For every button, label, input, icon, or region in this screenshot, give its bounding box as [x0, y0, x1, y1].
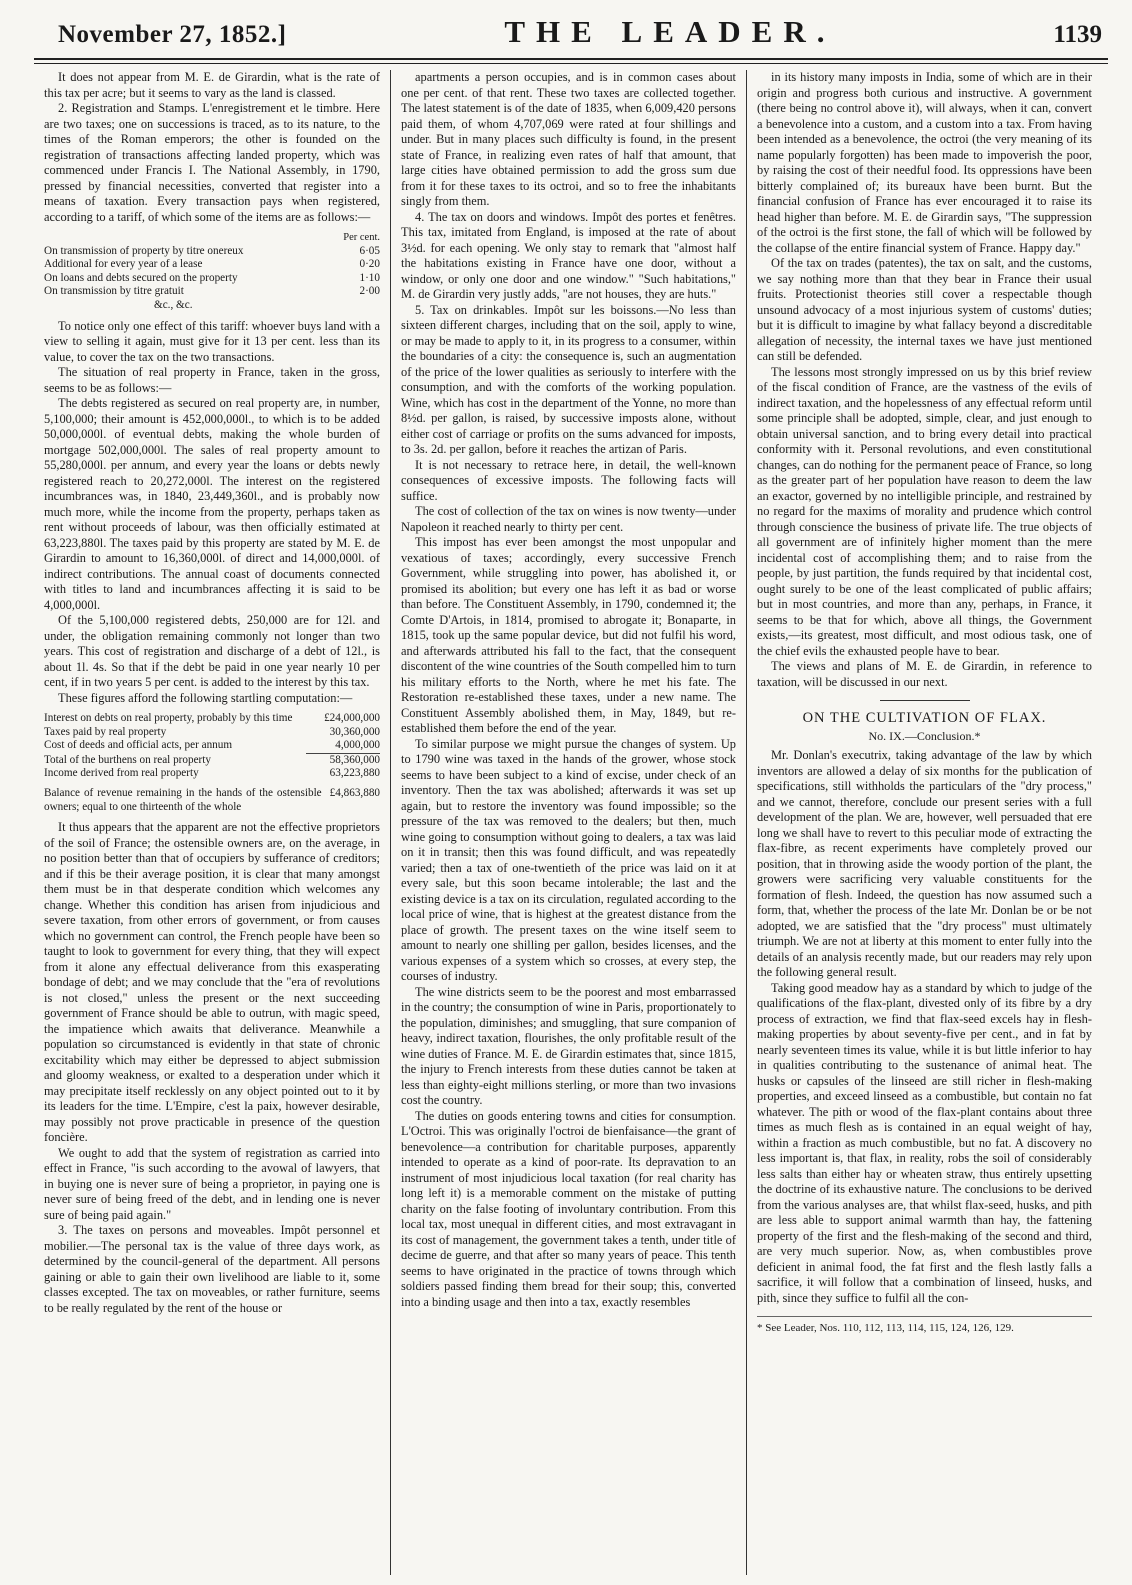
tariff-value: 2·00: [359, 285, 380, 298]
paragraph: Taking good meadow hay as a standard by which to judge of the qualifications of the flax-plant, divested only of its fibre by a dry process of extraction, we find that flax-seed excels hay in flesh-making properties by about seventy-five per cent., and in fat by nearly seventeen times its value, while it is but little inferior to hay in qualities contributing to the sustenance of animal heat. The husks or capsules of the linseed are still richer in flesh-making properties, and exceed linseed as a combustible, but contain no fat whatever. The pith or wood of the flax-plant contains about three times as much flesh as is contained in an equal weight of hay, within a fraction as much combustible, but no fat. A discovery no less important is, that flax, in reality, robs the soil of considerably less salts than either hay or wheaten straw, thus entirely upsetting the doctrine of its exhaustive nature. The conclusions to be derived from the various analyses are, that whilst flax-seed, husks, and pith are less able to support animal warmth than hay, the fattening property of the first and the flesh-making of the second and third, are very much superior. Now, as, when combustibles prove deficient in animal food, the fat first and the flesh lastly falls a sacrifice, it will follow that a combination of linseed, husks, and pith, since they suffice to fulfil all the con-: [757, 980, 1092, 1305]
paragraph: The wine districts seem to be the poorest and most embarrassed in the country; the consumption of wine in Paris, proportionately to the population, diminishes; and smuggling, that sure companion of heavy, indirect taxation, flourishes, the only profitable result of the wine duties of France. M. E. de Girardin estimates that, since 1815, the injury to French interests from these duties cannot be taken at less than eighty-eight millions sterling, or more than two invasions cost the country.: [401, 984, 736, 1107]
paragraph: These figures afford the following startling computation:—: [58, 690, 353, 705]
paragraph: We ought to add that the system of registration as carried into effect in France, "is such according to the avowal of lawyers, that in buying one is never sure of being a proprietor, in paying one is never sure of being freed of the debt, and in lending one is never sure of being paid again.": [44, 1145, 380, 1222]
computation-row: [44, 712, 380, 726]
paragraph: It does not appear from M. E. de Girardin, what is the rate of this tax per acre; but it seems to vary as the land is classed.: [44, 70, 380, 100]
page-number: 1139: [1053, 21, 1102, 48]
article-columns: [34, 70, 1108, 1575]
masthead: [34, 14, 1108, 60]
paragraph: apartments a person occupies, and is in common cases about one per cent. of that rent. These two taxes are collected together. The latest statement is of the date of 1835, when 6,009,420 persons paid them, of whom 4,707,069 were rated at four shillings and under. But in many places such difficulty is found, in the present state of France, in realizing even rates of half that amount, that large cities have obtained permission to add the gross sum due from it for these taxes to its octroi, and so to free the inhabitants singly from them.: [401, 70, 736, 208]
column-2: [390, 70, 746, 1575]
tariff-heading: Per cent.: [343, 232, 380, 243]
paragraph: Mr. Donlan's executrix, taking advantage of the law by which inventors are allowed a delay of six months for the publication of specifications, still withholds the particulars of the "dry process," and we cannot, therefore, conclude our present series with a full development of the plan. We are, however, well persuaded that ere long we shall have to revert to this peculiar mode of extracting the flax-fibre, as recent experiments have completely proved our position, that in throwing aside the woody portion of the plant, the growers were sacrificing very valuable constituents for the formation of flesh. Indeed, the question has now assumed such a form, that, whether the process of the late Mr. Donlan be or be not adopted, we are satisfied that the "dry process" must ultimately triumph. We are not at liberty at this moment to enter fully into the details of an analysis recently made, but our readers may rely upon the following general result.: [757, 748, 1092, 979]
computation-table: [44, 712, 380, 814]
tariff-value: 1·10: [359, 271, 380, 284]
computation-total-row: [44, 767, 380, 781]
tariff-row: [44, 258, 380, 272]
computation-label: Interest on debts on real property, probably by this time: [44, 712, 293, 725]
computation-label: Taxes paid by real property: [44, 725, 167, 738]
section-title: ON THE CULTIVATION OF FLAX.: [802, 710, 1047, 726]
computation-value: 4,000,000: [335, 739, 380, 752]
paragraph: 2. Registration and Stamps. L'enregistrement et le timbre. Here are two taxes; one on successions is traced, as to its nature, to the times of the Roman emperors; the other is founded on the registration of transactions affecting landed property, which was commenced under Francis I. The National Assembly, in 1790, pressed by financial necessities, converted that register into a means of taxation. Every transaction pays when registered, according to a tariff, of which some of the items are as follows:—: [44, 101, 380, 224]
footnote: * See Leader, Nos. 110, 112, 113, 114, 115, 124, 126, 129.: [757, 1316, 1092, 1337]
tariff-label: On transmission by titre gratuit: [44, 285, 184, 298]
paragraph: 5. Tax on drinkables. Impôt sur les boissons.—No less than sixteen different charges, including that on the soil, apply to wine, or may be made to apply to it, in its progress to a consumer, within the boundaries of a city: the consequence is, such an augmentation of the price of the lower qualities as seriously to interfere with the consumption, and with the comforts of the working population. Wine, which has cost in the department of the Yonne, no more than 8½d. per gallon, is raised, by successive imposts alone, without either cost of carriage or profits on the sums advanced for imposts, to 3s. 2d. per gallon, before it reaches the artizan of Paris.: [401, 302, 736, 456]
computation-value: 58,360,000: [329, 753, 380, 766]
paragraph: It thus appears that the apparent are not the effective proprietors of the soil of France; the ostensible owners are, on the average, in no position better than that of occupiers by sufferance of creditors; and if this be their average position, it is clear that many amongst them must be in that desperate condition which welcomes any change. Whether this condition has arisen from injudicious and severe taxation, from other errors of government, or from causes which no government can control, the French people have been so taught to look to government for every thing, that they will expect from it alone any effectual deliverance from this exasperating bondage of debt; and we may conclude that the "era of revolutions is not closed," unless the present or the next succeeding government of France should be able to outrun, with magic speed, the impatience which awaits that deliverance. Meanwhile a population so circumstanced is evidently in that state of chronic excitability which may either be depressed to abject submission and gloomy weakness, or exalted to a desperation under which it may precipitate itself recklessly on any object pointed out to it by its leaders for the time. L'Empire, c'est la paix, however desirable, may possibly not prove practicable in presence of the question foncière.: [44, 820, 380, 1145]
issue-date: November 27, 1852.]: [58, 21, 287, 48]
tariff-table: [44, 231, 380, 313]
computation-label: Income derived from real property: [44, 767, 199, 780]
paragraph: in its history many imposts in India, some of which are in their origin and progress both curious and instructive. A government (there being no control above it), will always, when it can, convert a benevolence into a custom, and a custom into a tax. From having been intended as a benevolence, the octroi (the very meaning of its name popularly forgotten) has been made to impoverish the poor, by raising the cost of their needful food. Its oppressions have been bitterly complained of; its bureaux have been burnt. But the financial confusion of France has ever encouraged it to raise its head higher than before. M. E. de Girardin says, "The suppression of the octroi is the first stone, the fall of which will be followed by the collapse of the entire financial system of France. Happy day.": [757, 70, 1092, 255]
paragraph: The situation of real property in France, taken in the gross, seems to be as follows:—: [44, 365, 380, 395]
paragraph: The lessons most strongly impressed on us by this brief review of the fiscal condition of France, are the vastness of the evils of indirect taxation, and the hopelessness of any effectual reform until some principle shall be adopted, simple, clear, and just enough to obtain universal sanction, and to bring every detail into practical conformity with it. Personal revolutions, and even constitutional changes, can do nothing for the permanent peace of France, so long as the greater part of her population have reason to deem the law an exactor, governed by no intelligible principle, and restrained by no regard for the maxims of morality and prudence which control through conscience the business of private life. The true objects of all government are of infinitely higher moment than the mere incidental cost of accomplishing them; and to raise from the people, by just partition, the funds required by that incidental cost, ought surely to be one of the least complicated of public affairs; but in most countries, and more than any, perhaps, in France, it seems to be that for which, above all things, the Government exists,—its greatest, most difficult, and most odious task, one of the chief evils the exhausted people have to bear.: [757, 364, 1092, 658]
publication-title: THE LEADER.: [504, 14, 836, 49]
computation-balance-row: [44, 787, 380, 814]
paragraph: 3. The taxes on persons and moveables. Impôt personnel et mobilier.—The personal tax is the value of three days work, as determined by the council-general of the department. All persons gaining or able to gain their own livelihood are liable to it, some classes excepted. The tax on moveables, or rather furniture, seems to be really regulated by the rent of the house or: [44, 1223, 380, 1315]
tariff-row: [44, 285, 380, 299]
paragraph: It is not necessary to retrace here, in detail, the well-known consequences of excessive imposts. The following facts will suffice.: [401, 457, 736, 503]
computation-total-row: [44, 754, 380, 768]
section-divider: [880, 700, 970, 701]
computation-value: 30,360,000: [329, 725, 380, 738]
paragraph: The cost of collection of the tax on wines is now twenty—under Napoleon it reached nearly to thirty per cent.: [401, 504, 736, 534]
paragraph: This impost has ever been amongst the most unpopular and vexatious of taxes; accordingly, every successive French Government, while struggling into power, has abolished it, or promised its abolition; but every one has left it as bad or worse than before. The Constituent Assembly, in 1790, condemned it; the Comte D'Artois, in 1814, promised to abrogate it; Bonaparte, in 1815, took up the same popular device, but did not fulfil his word, and afterwards attributed his fall to the fact, that the consequent discontent of the wine countries of the South compelled him to turn his military efforts to the North, where he met his fate. The Restoration re-established these taxes, under a new name. The Constituent Assembly abolished them, in May, 1849, but re-established them before the end of the year.: [401, 535, 736, 735]
tariff-label: On loans and debts secured on the property: [44, 271, 238, 284]
tariff-value: 6·05: [359, 244, 380, 257]
paragraph: To notice only one effect of this tariff: whoever buys land with a view to selling it again, must give for it 13 per cent. less than its value, to cover the tax on the two transactions.: [44, 318, 380, 364]
column-1: [34, 70, 390, 1575]
computation-value: £4,863,880: [329, 787, 380, 800]
paragraph: The debts registered as secured on real property are, in number, 5,100,000; their amount is 452,000,000l., to which is to be added 50,000,000l. of eventual debts, making the whole burden of mortgage 502,000,000l. The sales of real property amount to 55,280,000l. per annum, and every year the loans or debts newly registered reach to 20,272,000l. The interest on the registered incumbrances was, in 1840, 23,449,360l., and is probably now much more, while the income from the property, perhaps taken as rent without proceeds of labour, was then officially estimated at 63,223,880l. The taxes paid by this property are stated by M. E. de Girardin to amount to 16,360,000l. of direct and 14,000,000l. of indirect contributions. The annual coast of documents connected with titles to land and incumbrances affecting it is said to be 4,000,000l.: [44, 396, 380, 612]
tariff-row: [44, 272, 380, 286]
computation-label: Total of the burthens on real property: [44, 753, 211, 766]
tariff-label: Additional for every year of a lease: [44, 258, 203, 271]
tariff-label: On transmission of property by titre onereux: [44, 244, 244, 257]
paragraph: The views and plans of M. E. de Girardin, in reference to taxation, will be discussed in our next.: [757, 659, 1092, 689]
section-subtitle: No. IX.—Conclusion.*: [868, 728, 981, 743]
paragraph: To similar purpose we might pursue the changes of system. Up to 1790 wine was taxed in the hands of the grower, whose stock seems to have been subject to a kind of excise, under check of an inventory. Then the tax was abolished; afterwards it was set up again, but to restore the inventory was found impossible; so the pressure of the tax was removed to the dealers; but then, much wine going to consumption without going to dealers, a tax was laid on it in transit; then this was found difficult, and was repeatedly varied; then a tax of one-twentieth of the price was laid on it at every sale, but this soon became intolerable; the last and the existing device is a tax on its circulation, regulated according to the local price of wine, that is highest at the greatest distance from the place of growth. The present taxes on the wine itself seem to amount to nearly one shilling per gallon, besides licenses, and the various expenses of a system which so crosses, at every step, the courses of industry.: [401, 736, 736, 983]
computation-row: [44, 726, 380, 740]
tariff-etc: &c., &c.: [154, 298, 193, 311]
paragraph: 4. The tax on doors and windows. Impôt des portes et fenêtres. This tax, imitated from England, is imposed at the rate of about 3½d. for each opening. We only stay to remark that "almost half the habitations existing in France have one door, without a window, or only one door and one window." "Such habitations," M. de Girardin very justly adds, "are not houses, they are huts.": [401, 209, 736, 301]
paragraph: Of the tax on trades (patentes), the tax on salt, and the customs, we say nothing more than that they bear in France their usual fruits. Protectionist theories still cover a respectable though unsound advocacy of a most injurious system of customs' duties; but it is difficult to imagine by what fallacy beyond a discreditable allegation of necessity, the internal taxes we have just mentioned can still be defended.: [757, 256, 1092, 363]
tariff-row: [44, 245, 380, 259]
computation-value: 63,223,880: [329, 767, 380, 780]
computation-row: [44, 739, 380, 753]
paragraph: Of the 5,100,000 registered debts, 250,000 are for 12l. and under, the obligation remaining commonly not longer than two years. This cost of registration and discharge of a debt of 12l., is about 1l. 4s. So that if the debt be paid in one year nearly 10 per cent, if in two years 5 per cent. is added to the interest by this tax.: [44, 613, 380, 690]
column-3: [746, 70, 1102, 1575]
computation-label: Balance of revenue remaining in the hands of the ostensible owners; equal to one thirteenth of the whole: [44, 787, 322, 813]
tariff-value: 0·20: [359, 258, 380, 271]
computation-value: £24,000,000: [324, 712, 380, 725]
masthead-rule: [34, 63, 1108, 64]
paragraph: The duties on goods entering towns and cities for consumption. L'Octroi. This was originally l'octroi de bienfaisance—the grant of benevolence—a contribution for charitable purposes, apparently intended to operate as a kind of poor-rate. Its depravation to an instrument of most injudicious local taxation (for real charity has long left it) is a memorable comment on the mistake of putting charity on the false footing of involuntary contribution. From this local tax, most unequal in different cities, and most extravagant in its cost of management, the government takes a tenth, under title of decime de guerre, and that after so many years of peace. This tenth seems to have originated in the practice of towns through which soldiers passed finding them bread for their soup; this, converted into a binding usage and then into a tax, exactly resembles: [401, 1108, 736, 1309]
computation-label: Cost of deeds and official acts, per annum: [44, 739, 233, 752]
